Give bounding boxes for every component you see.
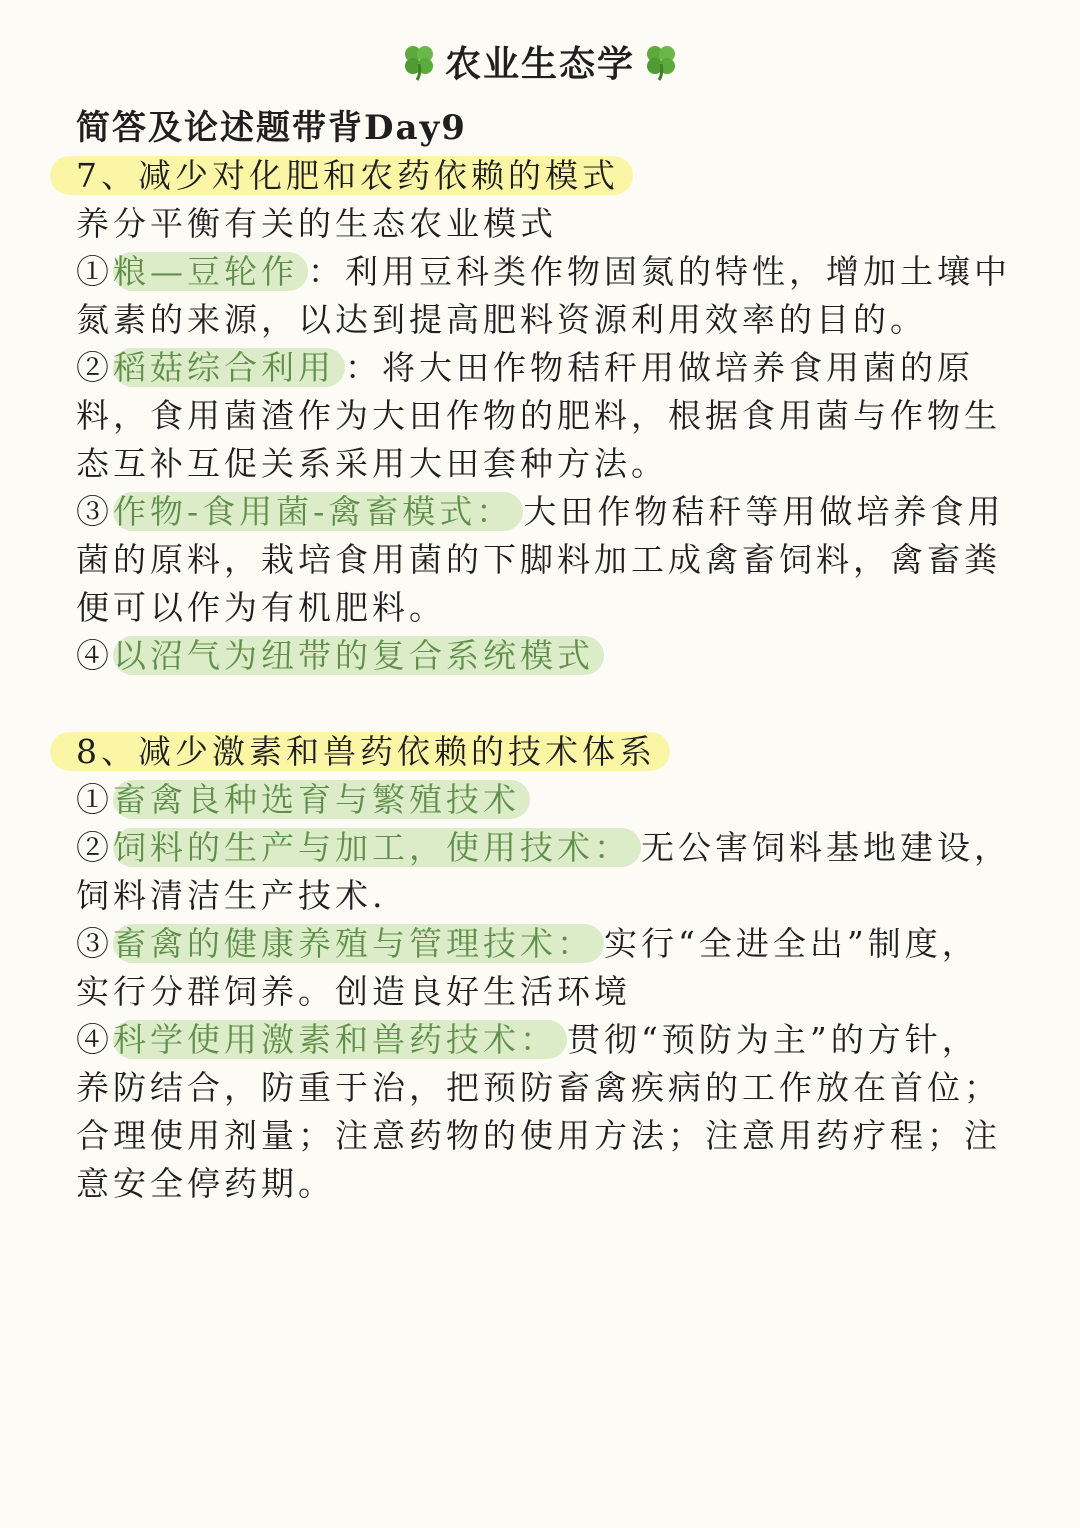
page-title: 农业生态学 <box>444 43 635 85</box>
item-term: 以沼气为纽带的复合系统模式 <box>113 636 604 675</box>
item-term: 畜禽良种选育与繁殖技术 <box>113 780 530 819</box>
list-item: ③畜禽的健康养殖与管理技术： 实行“全进全出”制度， <box>76 924 979 963</box>
page-subtitle: 简答及论述题带背Day9 <box>76 108 467 148</box>
list-item: ②稻菇综合利用 ：将大田作物秸秆用做培养食用菌的原 <box>76 348 974 387</box>
four-leaf-clover-icon <box>641 42 681 82</box>
list-item-continuation: 便可以作为有机肥料。 <box>76 588 446 627</box>
list-item-continuation: 氮素的来源，以达到提高肥料资源利用效率的目的。 <box>76 300 927 339</box>
list-item-continuation: 饲料清洁生产技术. <box>76 876 387 915</box>
four-leaf-clover-icon <box>399 42 439 82</box>
section-7-intro: 养分平衡有关的生态农业模式 <box>76 204 557 243</box>
list-item-continuation: 料，食用菌渣作为大田作物的肥料，根据食用菌与作物生 <box>76 396 1001 435</box>
list-item-continuation: 态互补互促关系采用大田套种方法。 <box>76 444 668 483</box>
list-item-continuation: 合理使用剂量；注意药物的使用方法；注意用药疗程；注 <box>76 1116 1001 1155</box>
list-item: ④科学使用激素和兽药技术： 贯彻“预防为主”的方针， <box>76 1020 979 1059</box>
list-item: ①畜禽良种选育与繁殖技术 <box>76 776 530 824</box>
item-term: 作物-食用菌-禽畜模式： <box>113 492 523 531</box>
section-7-heading: 7、减少对化肥和农药依赖的模式 <box>76 152 633 200</box>
item-term: 粮—豆轮作 <box>113 252 308 291</box>
item-term: 饲料的生产与加工，使用技术： <box>113 828 641 867</box>
item-term: 畜禽的健康养殖与管理技术： <box>113 924 604 963</box>
list-item-continuation: 养防结合，防重于治，把预防畜禽疾病的工作放在首位； <box>76 1068 1001 1107</box>
page-header <box>0 36 1080 87</box>
list-item: ④以沼气为纽带的复合系统模式 <box>76 632 604 680</box>
item-term: 科学使用激素和兽药技术： <box>113 1020 567 1059</box>
list-item: ①粮—豆轮作 ：利用豆科类作物固氮的特性，增加土壤中 <box>76 252 1011 291</box>
item-term: 稻菇综合利用 <box>113 348 345 387</box>
list-item-continuation: 意安全停药期。 <box>76 1164 335 1203</box>
list-item: ③作物-食用菌-禽畜模式： 大田作物秸秆等用做培养食用 <box>76 492 1005 531</box>
section-8-heading: 8、减少激素和兽药依赖的技术体系 <box>76 728 670 776</box>
list-item-continuation: 菌的原料，栽培食用菌的下脚料加工成禽畜饲料，禽畜粪 <box>76 540 1001 579</box>
list-item-continuation: 实行分群饲养。创造良好生活环境 <box>76 972 631 1011</box>
list-item: ②饲料的生产与加工，使用技术： 无公害饲料基地建设， <box>76 828 1011 867</box>
